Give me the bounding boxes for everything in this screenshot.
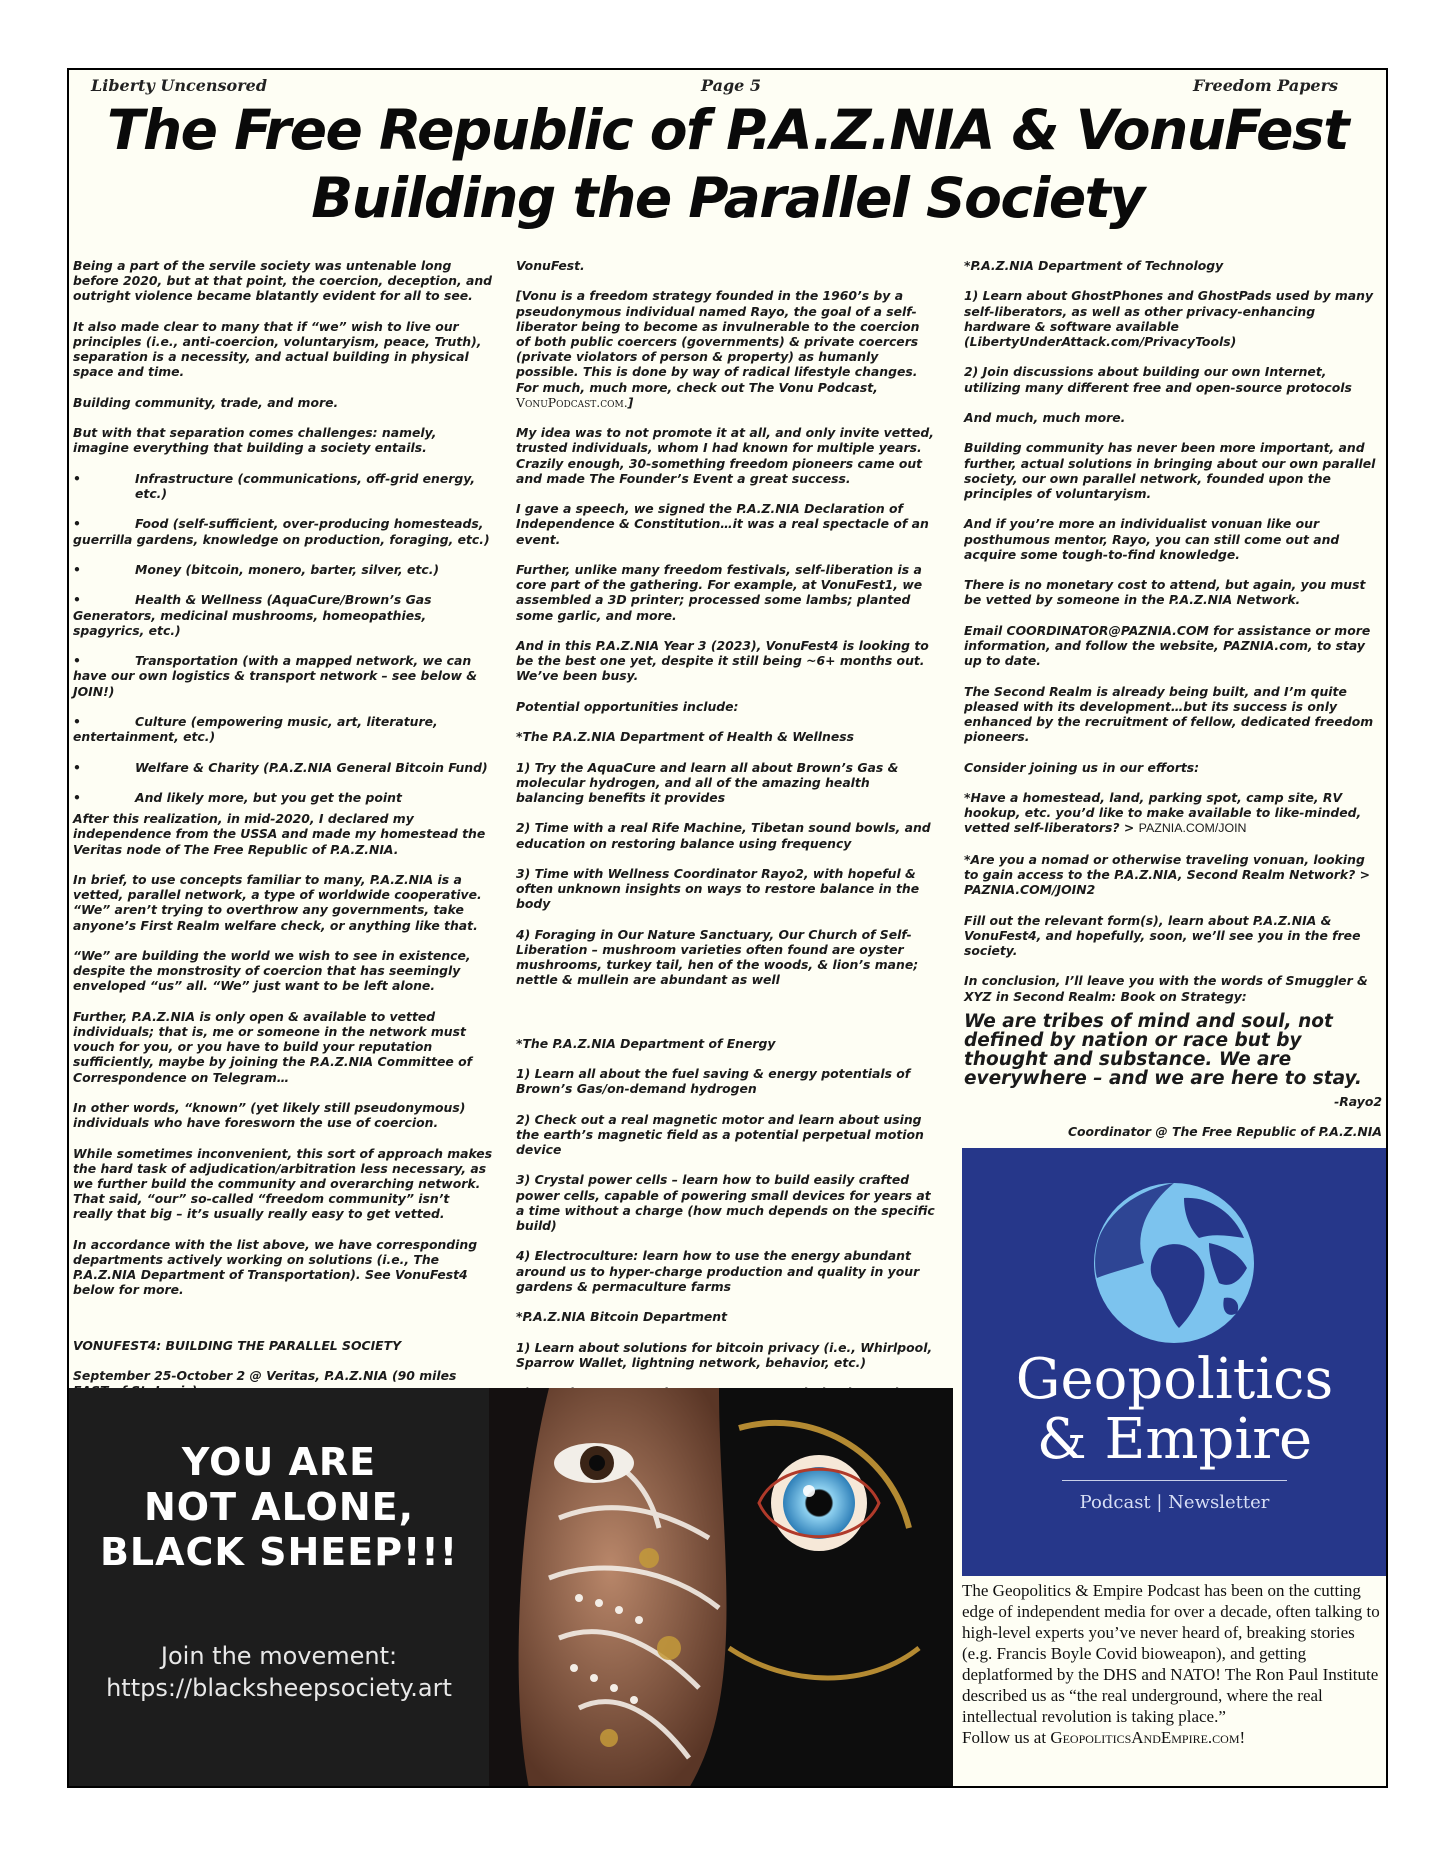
list-item: • Transportation (with a mapped network, we can have our own logistics & transport network – see below & JOIN!) [73, 653, 478, 699]
paznia-join-link[interactable]: PAZNIA.COM/JOIN [1138, 821, 1247, 836]
bullet-icon: • [73, 516, 81, 532]
paragraph: There is no monetary cost to attend, but again, you must be vetted by someone in the P.A.Z.NIA Network. [964, 577, 1366, 608]
ad-title-line-1: Geopolitics [1015, 1347, 1334, 1412]
paragraph: Further, P.A.Z.NIA is only open & available to vetted individuals; that is, me or someone in the network must vouch for you, or you have to build your reputation sufficiently, maybe by joining the P.A.Z.NIA Committee of Correspondence on Telegram… [73, 1008, 473, 1085]
paragraph: Building community has never been more important, and further, actual solutions in bringing about our own parallel society, our own parallel network, founded upon the principles of voluntaryism. [964, 440, 1376, 501]
geopolitics-description: The Geopolitics & Empire Podcast has been on the cutting edge of independent media for over a decade, often talking to high-level experts you’ve never heard of, breaking stories (e.g. Francis Boyle Covid bioweapon), and getting deplatformed by the DHS and NATO! The Ron Paul Institute described us as “the real underground, where the real intellectual revolution is taking place.” Follow us at GeopoliticsAndEmpire.com! [962, 1581, 1380, 1747]
ad-title-line-2: & Empire [1036, 1407, 1313, 1472]
paragraph: In other words, “known” (yet likely still pseudonymous) individuals who have foresworn the use of coercion. [73, 1099, 466, 1131]
ad-headline: YOU ARE NOT ALONE, BLACK SHEEP!!! [99, 1440, 459, 1574]
list-item: 2) Check out a real magnetic motor and learn about using the earth’s magnetic field as a potential perpetual motion device [516, 1111, 924, 1157]
headline-line-1: The Free Republic of P.A.Z.NIA & VonuFest [106, 98, 1349, 162]
bullet-icon: • [73, 561, 81, 577]
paragraph: My idea was to not promote it at all, and only invite vetted, trusted individuals, whom I had known for multiple years. Crazily enough, 30-something freedom pioneers came out and made The Founder’s Event a great success. [516, 425, 934, 486]
section-heading: VONUFEST4: BUILDING THE PARALLEL SOCIETY [73, 1337, 402, 1353]
ad-call-to-action: Join the movement: https://blacksheepsociety.art [69, 1640, 489, 1704]
bullet-icon: • [73, 789, 81, 805]
paragraph: In brief, to use concepts familiar to many, P.A.Z.NIA is a vetted, parallel network, a type of worldwide cooperative. “We” aren’t trying to overthrow any governments, take anyone’s First Realm welfare check, or anything like that. [73, 871, 482, 933]
paragraph: The Second Realm is already being built, and I’m quite pleased with its development…but its success is only enhanced by the recruitment of fellow, dedicated freedom pioneers. [964, 683, 1374, 745]
department-heading: *P.A.Z.NIA Department of Technology [964, 258, 1224, 273]
article-column-3 [964, 258, 1382, 1185]
bullet-icon: • [73, 470, 81, 486]
list-item: • Health & Wellness (AquaCure/Brown’s Gas Generators, medicinal mushrooms, homeopathies, spagyrics, etc.) [73, 592, 432, 638]
list-item: 1) Learn all about the fuel saving & energy potentials of Brown’s Gas/on-demand hydrogen [516, 1065, 911, 1097]
list-item: 2) Time with a real Rife Machine, Tibetan sound bowls, and education on restoring balance using frequency [516, 820, 931, 851]
blacksheep-url-link[interactable]: https://blacksheepsociety.art [106, 1674, 452, 1702]
list-item: 4) Electroculture: learn how to use the energy abundant around us to hyper-charge production and quality in your gardens & permaculture farms [516, 1248, 920, 1294]
department-heading: *P.A.Z.NIA Bitcoin Department [516, 1309, 728, 1325]
list-item: 3) Crystal power cells – learn how to build easily crafted power cells, capable of powering small devices for years at a time without a charge (how much depends on the specific build) [516, 1172, 935, 1233]
event-dates: September 25-October 2 @ Veritas, P.A.Z.NIA (90 miles [73, 1367, 457, 1383]
paragraph: Further, unlike many freedom festivals, self-liberation is a core part of the gathering. For example, at VonuFest1, we assembled a 3D printer; processed some lambs; planted some garlic, and more. [516, 562, 923, 623]
pull-quote: We are tribes of mind and soul, not defined by nation or race but by thought and substance. We are everywhere – and we are here to stay. [964, 1010, 1362, 1089]
bullet-icon: • [73, 592, 81, 608]
paragraph: It also made clear to many that if “we” wish to live our principles (i.e., anti-coercion, voluntaryism, peace, Truth), separation is a necessity, and actual building in physical space and time. [73, 318, 482, 380]
article-column-1 [73, 258, 493, 1474]
ad-tagline: Podcast | Newsletter [1079, 1492, 1270, 1513]
masked-face-image [489, 1388, 953, 1788]
paragraph: VonuFest. [516, 258, 585, 273]
paragraph: And much, much more. [964, 409, 1126, 425]
department-heading: *The P.A.Z.NIA Department of Health & Wellness [516, 729, 855, 745]
paragraph: Being a part of the servile society was untenable long before 2020, but at that point, the coercion, deception, and outright violence became blatantly evident for all to see. [73, 258, 493, 304]
bullet-icon: • [73, 653, 81, 669]
list-item: • Welfare & Charity (P.A.Z.NIA General Bitcoin Fund) [73, 759, 488, 775]
paragraph: [Vonu is a freedom strategy founded in the 1960’s by a pseudonymous individual named Rayo, the goal of a self-liberator being to become as invulnerable to the coercion of both public coercers (governments) & private coercers (private violators of person & property) as humanly possible. This is done by way of radical lifestyle changes. For much, much more, check out The Vonu Podcast, VonuPodcast.com.] [516, 288, 920, 410]
bullet-icon: • [73, 713, 81, 729]
paragraph: Consider joining us in our efforts: [964, 759, 1200, 775]
geopolitics-empire-ad[interactable] [962, 1148, 1387, 1576]
article-column-2 [516, 258, 936, 1431]
list-item: • Culture (empowering music, art, literature, entertainment, etc.) [73, 713, 438, 745]
running-head-left: Liberty Uncensored [91, 76, 267, 95]
vonu-podcast-link[interactable]: VonuPodcast.com. [516, 394, 628, 410]
divider [1062, 1480, 1287, 1481]
list-item: 1) Learn about solutions for bitcoin privacy (i.e., Whirlpool, Sparrow Wallet, lightning network, behavior, etc.) [516, 1339, 933, 1370]
signature-title: Coordinator @ The Free Republic of P.A.Z.NIA [1067, 1124, 1382, 1140]
list-item: 1) Try the AquaCure and learn all about Brown’s Gas & molecular hydrogen, and all of the amazing health balancing benefits it provides [516, 759, 899, 805]
quote-attribution: -Rayo2 [1334, 1093, 1382, 1109]
paragraph: But with that separation comes challenges: namely, imagine everything that building a society entails. [73, 425, 437, 456]
paragraph: In conclusion, I’ll leave you with the words of Smuggler & XYZ in Second Realm: Book on Strategy: [964, 973, 1368, 1004]
list-item: • Infrastructure (communications, off-grid energy, etc.) [73, 470, 476, 501]
running-head-right: Freedom Papers [1193, 76, 1338, 95]
list-item: 1) Learn about GhostPhones and GhostPads used by many self-liberators, as well as other privacy-enhancing hardware & software available (LibertyUnderAttack.com/PrivacyTools) [964, 288, 1374, 349]
paragraph: “We” are building the world we wish to see in existence, despite the monstrosity of coercion that has seemingly enveloped “us” all. “We” just want to be left alone. [73, 947, 471, 994]
paragraph: *Have a homestead, land, parking spot, camp site, RV hookup, etc. you’d like to make available to like-minded, vetted self-liberators? > PAZNIA.COM/JOIN [964, 789, 1362, 836]
list-item: • And likely more, but you get the point [73, 789, 402, 805]
page-number: Page 5 [701, 76, 762, 95]
paragraph: Email COORDINATOR@PAZNIA.COM for assistance or more information, and follow the website, PAZNIA.com, to stay up to date. [964, 622, 1371, 669]
paragraph: And in this P.A.Z.NIA Year 3 (2023), VonuFest4 is looking to be the best one yet, despite it still being ~6+ months out. We’ve been busy. [516, 638, 929, 684]
list-item: 3) Time with Wellness Coordinator Rayo2, with hopeful & often unknown insights on ways to restore balance in the body [516, 865, 920, 912]
department-heading: *The P.A.Z.NIA Department of Energy [516, 1035, 776, 1051]
paragraph: I gave a speech, we signed the P.A.Z.NIA Declaration of Independence & Constitution…it was a real spectacle of an event. [516, 501, 929, 547]
paragraph: In accordance with the list above, we have corresponding departments actively working on solutions (i.e., The P.A.Z.NIA Department of Transportation). See VonuFest4 below for more. [73, 1236, 478, 1298]
list-item: 4) Foraging in Our Nature Sanctuary, Our Church of Self-Liberation – mushroom varieties often found are oyster mushrooms, turkey tail, hen of the woods, & lion’s mane; nettle & mullein are abundant as well [516, 926, 919, 988]
paragraph: And if you’re more an individualist vonuan like our posthumous mentor, Rayo, you can still come out and acquire some tough-to-find knowledge. [964, 516, 1340, 562]
paragraph: Fill out the relevant form(s), learn about P.A.Z.NIA & VonuFest4, and hopefully, soon, we’ll see you in the free society. [964, 912, 1361, 958]
globe-icon [1089, 1178, 1259, 1348]
list-item: • Food (self-sufficient, over-producing homesteads, guerrilla gardens, knowledge on production, foraging, etc.) [73, 516, 490, 547]
newspaper-page [67, 68, 1388, 1788]
geopolitics-site-link[interactable]: GeopoliticsAndEmpire.com! [1050, 1728, 1246, 1747]
paragraph: After this realization, in mid-2020, I declared my independence from the USSA and made my homestead the Veritas node of The Free Republic of P.A.Z.NIA. [73, 811, 486, 857]
paragraph: *Are you a nomad or otherwise traveling vonuan, looking to gain access to the P.A.Z.NIA, Second Realm Network? > PAZNIA.COM/JOIN2 [964, 851, 1370, 898]
list-item: 2) Join discussions about building our own Internet, utilizing many different free and open-source protocols [964, 364, 1352, 395]
paragraph: Potential opportunities include: [516, 698, 739, 714]
black-sheep-ad[interactable] [69, 1388, 953, 1788]
paragraph: While sometimes inconvenient, this sort of approach makes the hard task of adjudication/arbitration less necessary, as we further build the community and overarching network. That said, “our” so-called “freedom community” isn’t really that big – it’s usually really easy to get vetted. [73, 1145, 493, 1222]
headline-line-2: Building the Parallel Society [311, 166, 1144, 230]
paragraph: Building community, trade, and more. [73, 394, 339, 410]
bullet-icon: • [73, 759, 81, 775]
list-item: • Money (bitcoin, monero, barter, silver, etc.) [73, 561, 440, 577]
